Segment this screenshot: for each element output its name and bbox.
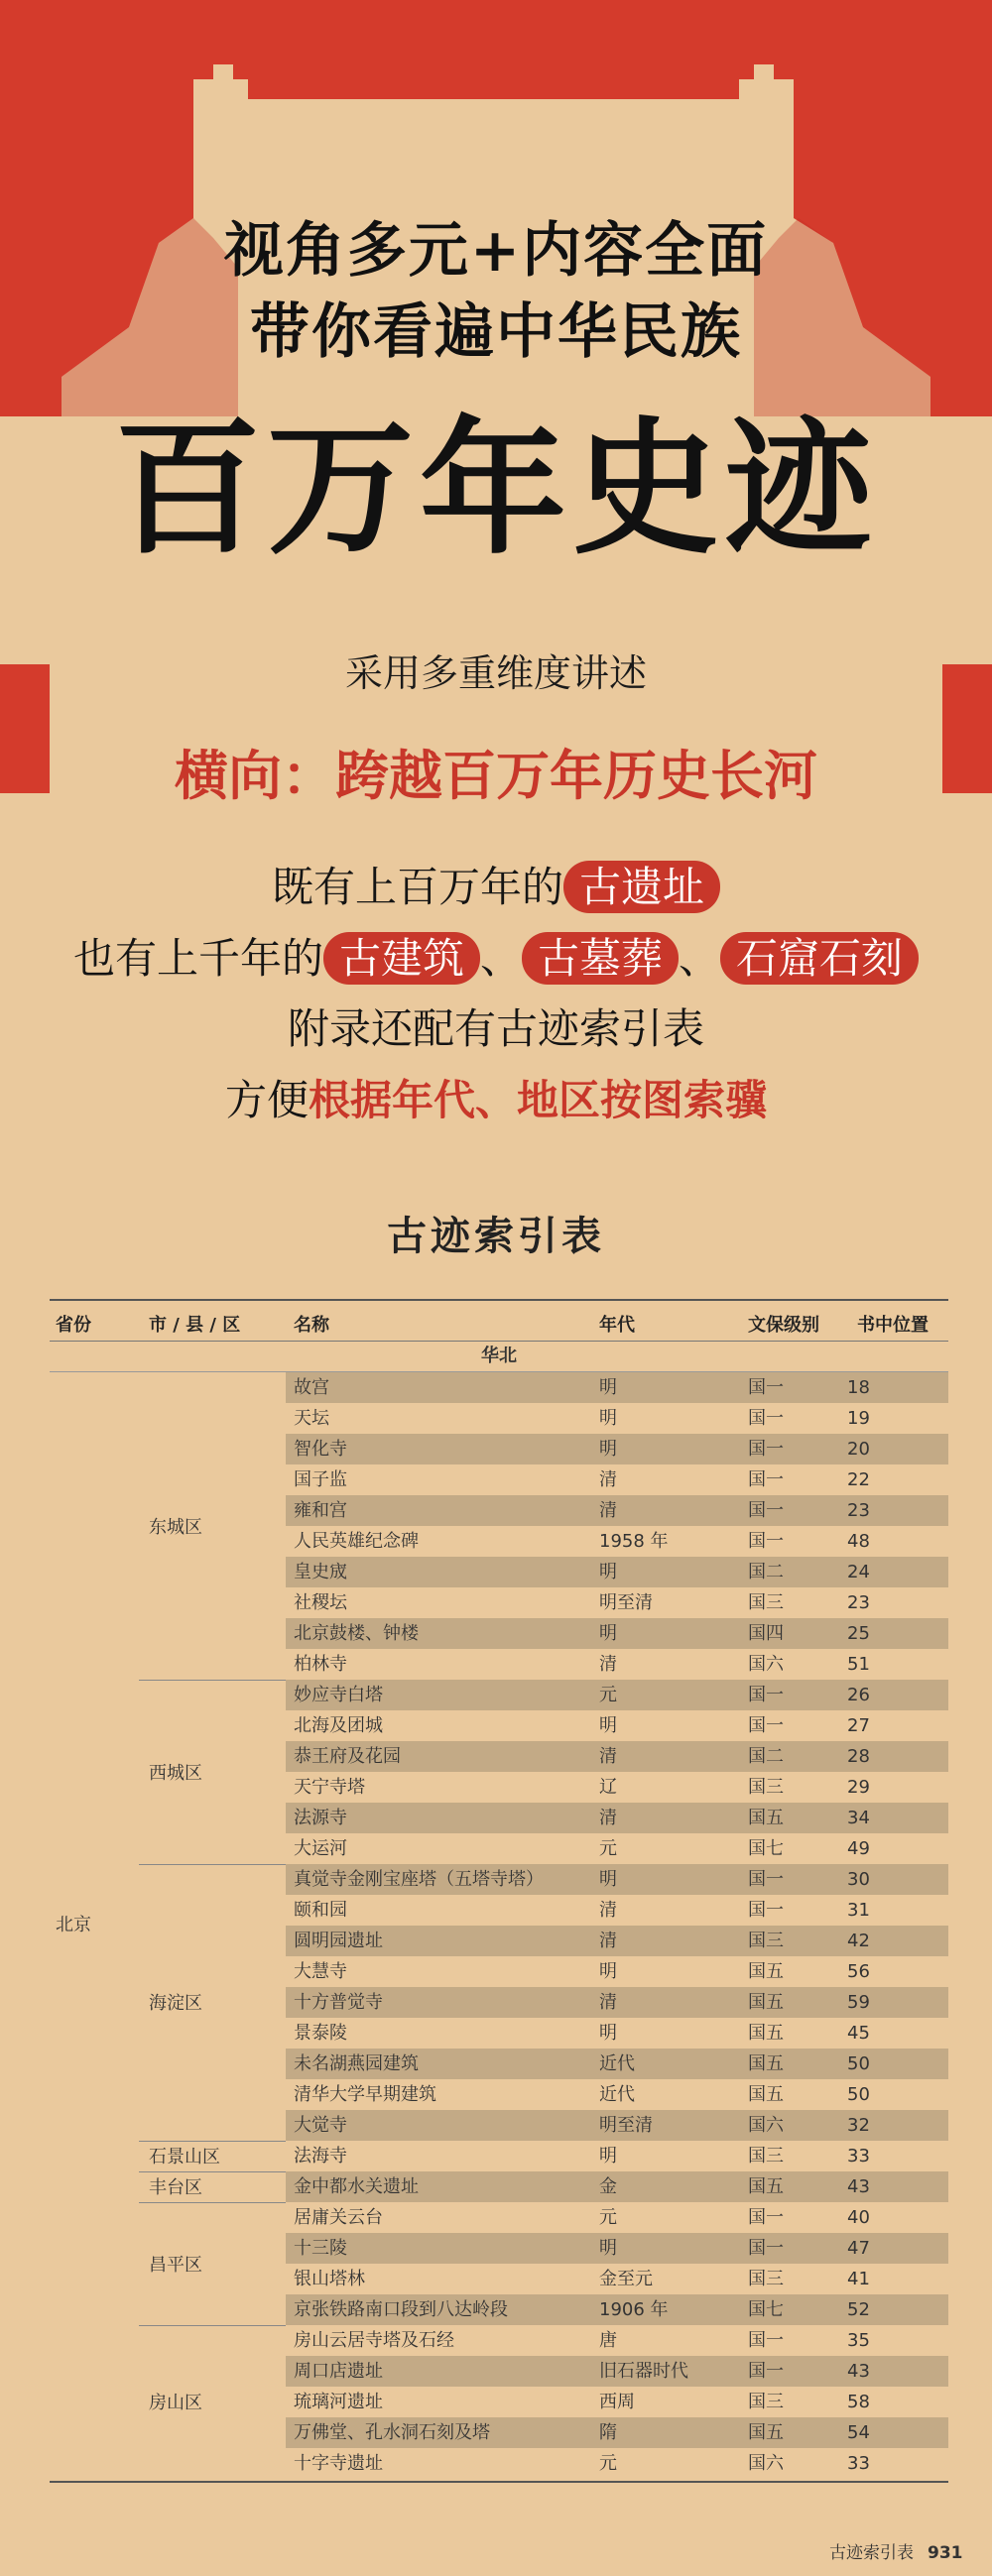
site-level: 国五 xyxy=(748,2023,784,2044)
site-page: 59 xyxy=(847,1992,870,2013)
index-table xyxy=(50,1299,948,2483)
table-row xyxy=(286,1403,948,1434)
table-row xyxy=(286,1833,948,1864)
table-row xyxy=(286,1926,948,1956)
site-page: 19 xyxy=(847,1408,870,1429)
table-row xyxy=(286,1649,948,1680)
page-number: 931 xyxy=(928,2543,963,2563)
table-row xyxy=(286,1710,948,1741)
site-level: 国五 xyxy=(748,2084,784,2105)
district-divider xyxy=(139,1680,286,1681)
site-era: 明 xyxy=(599,1961,617,1982)
site-page: 43 xyxy=(847,2361,870,2382)
site-era: 元 xyxy=(599,2453,617,2474)
site-era: 元 xyxy=(599,2207,617,2228)
site-era: 近代 xyxy=(599,2053,635,2074)
site-level: 国一 xyxy=(748,1900,784,1921)
site-era: 元 xyxy=(599,1838,617,1859)
site-page: 47 xyxy=(847,2238,870,2259)
table-row xyxy=(286,2202,948,2233)
site-name: 京张铁路南口段到八达岭段 xyxy=(294,2299,508,2320)
site-level: 国三 xyxy=(748,2269,784,2289)
site-name: 居庸关云台 xyxy=(294,2207,383,2228)
site-level: 国一 xyxy=(748,1377,784,1398)
table-row xyxy=(286,2448,948,2479)
intro-line-1 xyxy=(0,855,992,914)
site-page: 52 xyxy=(847,2299,870,2320)
table-row xyxy=(286,1987,948,2018)
site-name: 法海寺 xyxy=(294,2146,347,2166)
table-row xyxy=(286,1526,948,1557)
table-row xyxy=(286,2079,948,2110)
table-row xyxy=(286,1434,948,1464)
site-era: 明 xyxy=(599,1439,617,1460)
intro-text: 方便 xyxy=(224,1076,309,1124)
site-level: 国七 xyxy=(748,2299,784,2320)
site-name: 万佛堂、孔水洞石刻及塔 xyxy=(294,2422,490,2443)
site-era: 清 xyxy=(599,1900,617,1921)
site-page: 27 xyxy=(847,1715,870,1736)
site-name: 北京鼓楼、钟楼 xyxy=(294,1623,419,1644)
site-page: 32 xyxy=(847,2115,870,2136)
site-page: 24 xyxy=(847,1562,870,1582)
district-label: 西城区 xyxy=(149,1762,202,1784)
site-name: 十方普觉寺 xyxy=(294,1992,383,2013)
site-page: 50 xyxy=(847,2084,870,2105)
site-name: 恭王府及花园 xyxy=(294,1746,401,1767)
site-level: 国三 xyxy=(748,1592,784,1613)
table-body xyxy=(50,1372,948,2483)
tag-pill: 古遗址 xyxy=(563,861,720,913)
tag-pill: 石窟石刻 xyxy=(720,932,919,985)
site-page: 50 xyxy=(847,2053,870,2074)
table-row xyxy=(286,1956,948,1987)
site-name: 房山云居寺塔及石经 xyxy=(294,2330,454,2351)
site-era: 明 xyxy=(599,2023,617,2044)
site-page: 48 xyxy=(847,1531,870,1552)
site-page: 33 xyxy=(847,2146,870,2166)
separator: 、 xyxy=(479,934,522,983)
site-name: 故宫 xyxy=(294,1377,329,1398)
site-era: 明 xyxy=(599,2146,617,2166)
site-era: 金至元 xyxy=(599,2269,653,2289)
table-row xyxy=(286,1772,948,1803)
table-row xyxy=(286,2018,948,2049)
site-page: 28 xyxy=(847,1746,870,1767)
site-page: 20 xyxy=(847,1439,870,1460)
site-name: 清华大学早期建筑 xyxy=(294,2084,436,2105)
site-page: 23 xyxy=(847,1592,870,1613)
intro-text: 也有上千年的 xyxy=(72,934,323,983)
page-footer xyxy=(829,2538,963,2563)
site-name: 北海及团城 xyxy=(294,1715,383,1736)
district-divider xyxy=(139,2141,286,2142)
big-title: 百万年史迹 xyxy=(114,402,878,574)
site-level: 国一 xyxy=(748,1715,784,1736)
site-level: 国一 xyxy=(748,1408,784,1429)
site-era: 明 xyxy=(599,1562,617,1582)
site-era: 唐 xyxy=(599,2330,617,2351)
site-level: 国一 xyxy=(748,1439,784,1460)
site-era: 西周 xyxy=(599,2392,635,2412)
site-page: 25 xyxy=(847,1623,870,1644)
site-era: 金 xyxy=(599,2176,617,2197)
table-row xyxy=(286,1464,948,1495)
intro-line-2 xyxy=(0,926,992,986)
site-name: 皇史宬 xyxy=(294,1562,347,1582)
site-name: 国子监 xyxy=(294,1469,347,1490)
table-row xyxy=(286,2417,948,2448)
index-title: 古迹索引表 xyxy=(387,1213,605,1259)
site-name: 未名湖燕园建筑 xyxy=(294,2053,419,2074)
footer-label: 古迹索引表 xyxy=(829,2543,914,2563)
subtitle: 采用多重维度讲述 xyxy=(344,651,647,695)
site-page: 31 xyxy=(847,1900,870,1921)
site-name: 琉璃河遗址 xyxy=(294,2392,383,2412)
site-name: 银山塔林 xyxy=(294,2269,365,2289)
site-level: 国五 xyxy=(748,2176,784,2197)
site-level: 国七 xyxy=(748,1838,784,1859)
site-name: 大慧寺 xyxy=(294,1961,347,1982)
district-divider xyxy=(139,2171,286,2172)
intro-line-3: 附录还配有古迹索引表 xyxy=(287,1004,704,1053)
site-page: 33 xyxy=(847,2453,870,2474)
site-era: 清 xyxy=(599,1746,617,1767)
table-row xyxy=(286,1495,948,1526)
site-level: 国六 xyxy=(748,1654,784,1675)
table-row xyxy=(286,1864,948,1895)
site-level: 国六 xyxy=(748,2115,784,2136)
site-name: 大觉寺 xyxy=(294,2115,347,2136)
site-era: 1958 年 xyxy=(599,1531,669,1552)
site-era: 辽 xyxy=(599,1777,617,1798)
col-era: 年代 xyxy=(599,1315,635,1336)
tag-pill: 古建筑 xyxy=(323,932,480,985)
site-level: 国二 xyxy=(748,1746,784,1767)
site-era: 清 xyxy=(599,1469,617,1490)
site-level: 国三 xyxy=(748,1777,784,1798)
site-page: 43 xyxy=(847,2176,870,2197)
site-name: 金中都水关遗址 xyxy=(294,2176,419,2197)
site-name: 圆明园遗址 xyxy=(294,1931,383,1951)
district-label: 石景山区 xyxy=(149,2147,220,2167)
site-page: 54 xyxy=(847,2422,870,2443)
district-label: 东城区 xyxy=(149,1516,202,1538)
intro-line-4 xyxy=(0,1068,992,1127)
site-level: 国三 xyxy=(748,1931,784,1951)
site-name: 天坛 xyxy=(294,1408,329,1429)
district-divider xyxy=(139,2325,286,2326)
table-row xyxy=(286,1587,948,1618)
site-name: 颐和园 xyxy=(294,1900,347,1921)
site-page: 22 xyxy=(847,1469,870,1490)
district-label: 昌平区 xyxy=(149,2254,202,2276)
highlight-text: 根据年代、地区按图索骥 xyxy=(309,1076,768,1124)
district-label: 房山区 xyxy=(149,2393,202,2413)
intro-text: 既有上百万年的 xyxy=(271,863,563,911)
site-era: 明 xyxy=(599,1623,617,1644)
site-name: 雍和宫 xyxy=(294,1500,347,1521)
col-district: 市 / 县 / 区 xyxy=(149,1315,241,1336)
table-row xyxy=(286,2049,948,2079)
table-bottom-line xyxy=(50,2481,948,2483)
table-row xyxy=(286,1618,948,1649)
site-page: 23 xyxy=(847,1500,870,1521)
table-row xyxy=(286,2233,948,2264)
site-name: 周口店遗址 xyxy=(294,2361,383,2382)
col-page: 书中位置 xyxy=(857,1315,929,1336)
site-era: 明 xyxy=(599,1715,617,1736)
col-level: 文保级别 xyxy=(748,1315,819,1336)
site-era: 清 xyxy=(599,1992,617,2013)
site-name: 十三陵 xyxy=(294,2238,347,2259)
site-page: 49 xyxy=(847,1838,870,1859)
site-era: 清 xyxy=(599,1808,617,1828)
site-page: 30 xyxy=(847,1869,870,1890)
site-era: 明至清 xyxy=(599,1592,653,1613)
table-row xyxy=(286,1741,948,1772)
site-level: 国五 xyxy=(748,1992,784,2013)
district-divider xyxy=(139,2202,286,2203)
site-era: 明 xyxy=(599,2238,617,2259)
site-level: 国一 xyxy=(748,2361,784,2382)
site-name: 真觉寺金刚宝座塔（五塔寺塔） xyxy=(294,1869,544,1890)
site-name: 社稷坛 xyxy=(294,1592,347,1613)
site-name: 十字寺遗址 xyxy=(294,2453,383,2474)
table-header xyxy=(50,1299,948,1342)
table-row xyxy=(286,2171,948,2202)
site-level: 国一 xyxy=(748,1469,784,1490)
site-level: 国三 xyxy=(748,2392,784,2412)
table-row xyxy=(286,1680,948,1710)
site-level: 国五 xyxy=(748,1961,784,1982)
site-level: 国三 xyxy=(748,2146,784,2166)
site-level: 国一 xyxy=(748,1869,784,1890)
site-name: 柏林寺 xyxy=(294,1654,347,1675)
site-era: 旧石器时代 xyxy=(599,2361,688,2382)
site-level: 国一 xyxy=(748,2330,784,2351)
site-level: 国一 xyxy=(748,1500,784,1521)
table-row xyxy=(286,2110,948,2141)
site-page: 41 xyxy=(847,2269,870,2289)
site-page: 58 xyxy=(847,2392,870,2412)
site-era: 明 xyxy=(599,1377,617,1398)
site-page: 56 xyxy=(847,1961,870,1982)
site-page: 26 xyxy=(847,1685,870,1705)
site-level: 国五 xyxy=(748,1808,784,1828)
site-name: 法源寺 xyxy=(294,1808,347,1828)
table-row xyxy=(286,2387,948,2417)
site-era: 清 xyxy=(599,1931,617,1951)
tag-pill: 古墓葬 xyxy=(522,932,679,985)
site-level: 国一 xyxy=(748,1531,784,1552)
site-page: 34 xyxy=(847,1808,870,1828)
site-name: 大运河 xyxy=(294,1838,347,1859)
site-name: 景泰陵 xyxy=(294,2023,347,2044)
site-era: 明 xyxy=(599,1869,617,1890)
col-province: 省份 xyxy=(56,1315,91,1336)
site-era: 隋 xyxy=(599,2422,617,2443)
site-level: 国二 xyxy=(748,1562,784,1582)
site-page: 35 xyxy=(847,2330,870,2351)
table-row xyxy=(286,2356,948,2387)
table-row xyxy=(286,1372,948,1403)
table-row xyxy=(286,2141,948,2171)
site-era: 元 xyxy=(599,1685,617,1705)
table-row xyxy=(286,2294,948,2325)
site-level: 国一 xyxy=(748,2207,784,2228)
site-level: 国五 xyxy=(748,2422,784,2443)
site-level: 国一 xyxy=(748,1685,784,1705)
site-era: 明 xyxy=(599,1408,617,1429)
site-page: 51 xyxy=(847,1654,870,1675)
site-page: 45 xyxy=(847,2023,870,2044)
region-header: 华北 xyxy=(50,1342,948,1372)
horizontal-heading: 横向：跨越百万年历史长河 xyxy=(175,744,817,807)
district-divider xyxy=(139,1864,286,1865)
site-page: 40 xyxy=(847,2207,870,2228)
col-name: 名称 xyxy=(294,1315,329,1336)
province-label: 北京 xyxy=(56,1914,91,1935)
table-row xyxy=(286,1557,948,1587)
site-page: 29 xyxy=(847,1777,870,1798)
headline-line-2: 带你看遍中华民族 xyxy=(250,297,742,367)
table-row xyxy=(286,2264,948,2294)
site-era: 清 xyxy=(599,1654,617,1675)
site-level: 国五 xyxy=(748,2053,784,2074)
table-row xyxy=(286,1895,948,1926)
site-era: 1906 年 xyxy=(599,2299,669,2320)
site-name: 天宁寺塔 xyxy=(294,1777,365,1798)
table-row xyxy=(286,2325,948,2356)
site-level: 国六 xyxy=(748,2453,784,2474)
table-row xyxy=(286,1803,948,1833)
site-level: 国四 xyxy=(748,1623,784,1644)
site-era: 清 xyxy=(599,1500,617,1521)
site-page: 42 xyxy=(847,1931,870,1951)
site-era: 明至清 xyxy=(599,2115,653,2136)
site-name: 人民英雄纪念碑 xyxy=(294,1531,419,1552)
site-page: 18 xyxy=(847,1377,870,1398)
site-name: 妙应寺白塔 xyxy=(294,1685,383,1705)
headline-line-1: 视角多元+内容全面 xyxy=(223,216,769,286)
district-label: 丰台区 xyxy=(149,2177,202,2198)
site-era: 近代 xyxy=(599,2084,635,2105)
site-name: 智化寺 xyxy=(294,1439,347,1460)
district-label: 海淀区 xyxy=(149,1993,202,2014)
separator: 、 xyxy=(679,934,721,983)
site-level: 国一 xyxy=(748,2238,784,2259)
